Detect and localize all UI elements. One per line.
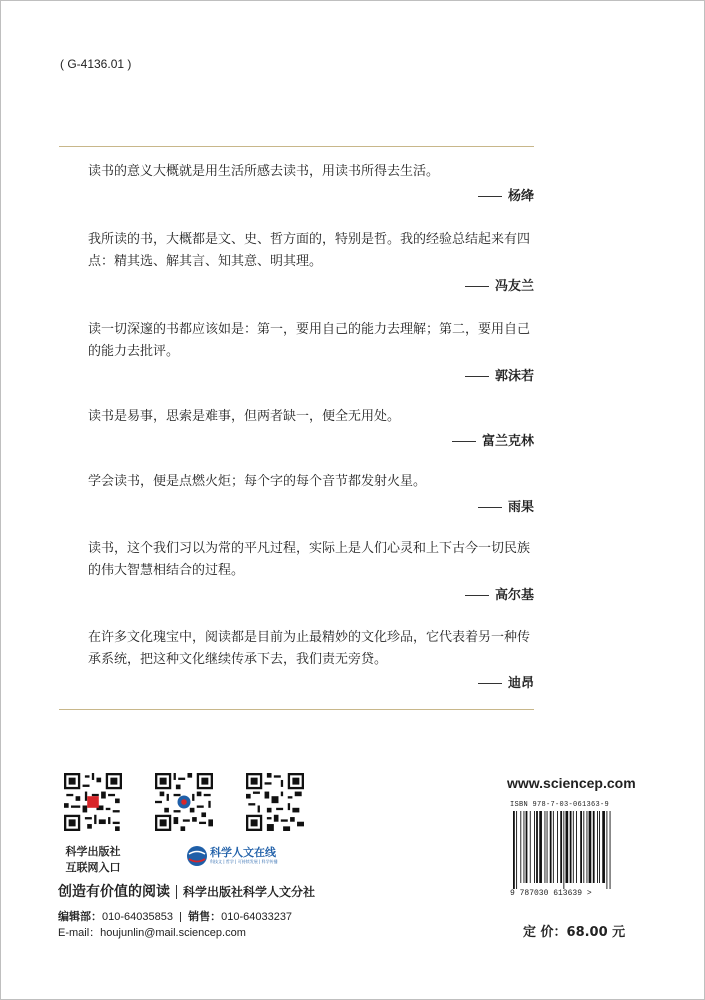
barcode-bar bbox=[583, 811, 584, 883]
quote-text: 在许多文化瑰宝中，阅读都是目前为止最精妙的文化珍品，它代表着另一种传承系统，把这种文化继续传承下去，我们责无旁贷。 bbox=[88, 630, 531, 667]
barcode-bar bbox=[545, 811, 546, 883]
barcode-bar bbox=[547, 811, 548, 883]
quote-author: 富兰克林 bbox=[452, 430, 534, 449]
barcode-bar bbox=[553, 811, 554, 883]
barcode-bar bbox=[573, 811, 574, 883]
barcode-bar bbox=[587, 811, 588, 883]
quote-author: 雨果 bbox=[478, 496, 534, 515]
logo-subtitle: 科技文 | 哲学 | 可持续发展 | 科学传播 bbox=[210, 859, 278, 864]
quote-author: 郭沫若 bbox=[465, 365, 534, 384]
barcode-bar bbox=[539, 811, 542, 883]
division-name: 科学出版社科学人文分社 bbox=[183, 885, 316, 899]
barcode-bar bbox=[550, 811, 552, 883]
catalog-code: ( G-4136.01 ) bbox=[60, 57, 132, 71]
barcode-bar bbox=[599, 811, 600, 883]
barcode-bar bbox=[560, 811, 562, 883]
barcode-bar bbox=[606, 811, 607, 889]
barcode-bar bbox=[526, 811, 528, 883]
globe-icon bbox=[186, 845, 208, 867]
qr-code-icon[interactable] bbox=[155, 773, 213, 831]
barcode-bar bbox=[557, 811, 558, 883]
quote-text: 我所读的书，大概都是文、史、哲方面的，特别是哲。我的经验总结起来有四点：精其选、解其言、知其意、明其理。 bbox=[88, 232, 531, 269]
quote-author: 冯友兰 bbox=[465, 275, 534, 294]
barcode-bar bbox=[530, 811, 531, 883]
isbn-number: ISBN 978-7-03-061363-9 bbox=[510, 801, 610, 809]
quote-text: 学会读书，便是点燃火炬；每个字的每个音节都发射火星。 bbox=[88, 474, 427, 489]
barcode-bar bbox=[602, 811, 605, 883]
barcode-bar bbox=[566, 811, 569, 883]
quote-text: 读书的意义大概就是用生活所感去读书，用读书所得去生活。 bbox=[88, 164, 440, 179]
barcode-bar bbox=[580, 811, 582, 883]
quote-author: 高尔基 bbox=[465, 584, 534, 603]
quote-text: 读一切深邃的书都应该如是：第一，要用自己的能力去理解；第二，要用自己的能力去批评。 bbox=[88, 322, 531, 359]
qr-code-icon[interactable] bbox=[246, 773, 304, 831]
quote-text: 读书是易事，思索是难事，但两者缺一，便全无用处。 bbox=[88, 409, 401, 424]
barcode-bar bbox=[563, 811, 564, 889]
logo-title: 科学人文在线 bbox=[210, 846, 276, 859]
website-url[interactable]: www.sciencep.com bbox=[507, 775, 636, 791]
barcode-bar bbox=[593, 811, 595, 883]
isbn-barcode bbox=[507, 801, 642, 899]
quote-text: 读书，这个我们习以为常的平凡过程，实际上是人们心灵和上下古今一切民族的伟大智慧相结合的过程。 bbox=[88, 541, 531, 578]
science-online-logo[interactable] bbox=[186, 843, 282, 869]
barcode-bar bbox=[597, 811, 598, 883]
barcode-bars bbox=[507, 811, 642, 891]
price: 定 价：68.00 元 bbox=[523, 925, 626, 940]
slogan: 创造有价值的阅读 科学出版社科学人文分社 bbox=[58, 884, 316, 900]
barcode-bar bbox=[516, 811, 517, 889]
barcode-bar bbox=[534, 811, 535, 883]
barcode-bar bbox=[520, 811, 521, 883]
barcode-bar bbox=[524, 811, 525, 883]
email-link[interactable]: houjunlin@mail.sciencep.com bbox=[100, 927, 246, 939]
barcode-bar bbox=[576, 811, 577, 883]
quote-author: 杨绛 bbox=[478, 185, 534, 204]
phone-contacts: 编辑部：010-64035853 销售：010-64033237 bbox=[58, 910, 293, 923]
quote-author: 迪昂 bbox=[478, 672, 534, 691]
top-divider bbox=[59, 146, 534, 147]
barcode-bar bbox=[513, 811, 515, 889]
barcode-bar bbox=[570, 811, 572, 883]
barcode-bar bbox=[610, 811, 611, 889]
barcode-digits: 9 787030 613639 > bbox=[510, 889, 592, 898]
qr-code-icon[interactable] bbox=[64, 773, 122, 831]
barcode-bar bbox=[536, 811, 538, 883]
barcode-bar bbox=[589, 811, 592, 883]
publisher-portal-label: 科学出版社 互联网入口 bbox=[65, 845, 121, 874]
email-contact: E-mail：houjunlin@mail.sciencep.com bbox=[58, 927, 246, 939]
bottom-divider bbox=[59, 709, 534, 710]
